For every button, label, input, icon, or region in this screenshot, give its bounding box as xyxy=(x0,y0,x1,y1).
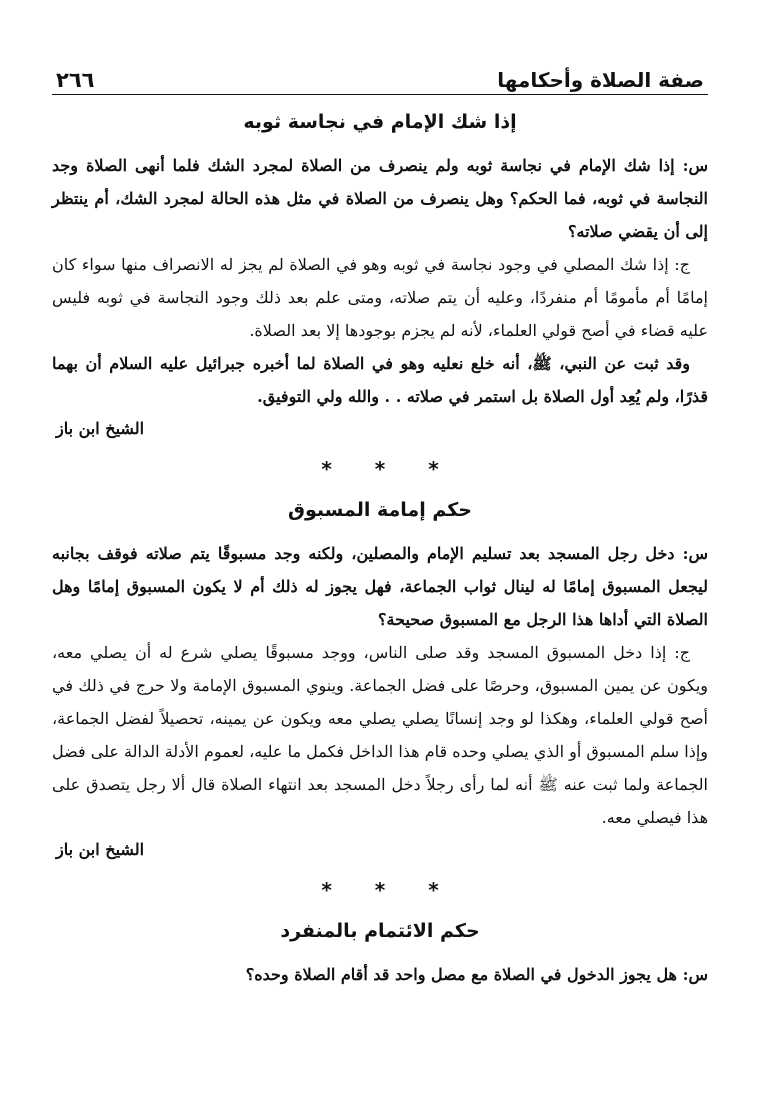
section-masbooq-imamate xyxy=(52,497,708,866)
question-paragraph: س: إذا شك الإمام في نجاسة ثوبه ولم ينصرف من الصلاة لمجرد الشك فلما أنهى الصلاة وجد النجاسة في ثوبه، فما الحكم؟ وهل ينصرف من الصلاة في مثل هذه الحالة لمجرد الشك، أم ينتظر إلى أن يقضي صلاته؟ xyxy=(52,156,708,241)
question-paragraph: س: هل يجوز الدخول في الصلاة مع مصل واحد قد أقام الصلاة وحده؟ xyxy=(245,965,708,984)
page-number: ٢٦٦ xyxy=(56,68,95,92)
running-header xyxy=(52,58,708,95)
answer-paragraph: ج: إذا دخل المسبوق المسجد وقد صلى الناس، ووجد مسبوقًا يصلي شرع له أن يصلي معه، ويكون عن يمين المسبوق، وحرصًا على فضل الجماعة. وينوي المسبوق الإمامة ولا حرج في ذلك في أصح قولي العلماء، وهكذا لو وجد إنسانًا يصلي يصلي معه ويكون عن يمينه، تحصيلاً لفضل الجماعة، وإذا سلم المسبوق أو الذي يصلي وحده قام هذا الداخل فكمل ما عليه، لعموم الأدلة الدالة على فضل الجماعة ولما ثبت عنه ﷺ أنه لما رأى رجلاً دخل المسجد بعد انتهاء الصلاة قال ألا رجل يتصدق على هذا فيصلي معه. xyxy=(52,643,708,827)
signature: الشيخ ابن باز xyxy=(56,840,145,859)
book-page xyxy=(52,58,708,991)
answer-paragraph: ج: إذا شك المصلي في وجود نجاسة في ثوبه وهو في الصلاة لم يجز له الانصراف منها سواء كان إمامًا أم مأمومًا أم منفردًا، وعليه أن يتم صلاته، ومتى علم بعد ذلك وجود النجاسة في ثوبه فليس عليه قضاء في أصح قولي العلماء، لأنه لم يجزم بوجودها إلا بعد الصلاة. xyxy=(52,255,708,340)
question-paragraph: س: دخل رجل المسجد بعد تسليم الإمام والمصلين، ولكنه وجد مسبوقًا يتم صلاته فوقف بجانبه ليجعل المسبوق إمامًا له لينال ثواب الجماعة، فهل يجوز له ذلك أم لا يكون المسبوق إمامًا وهل الصلاة التي أداها هذا الرجل مع المسبوق صحيحة؟ xyxy=(52,544,708,629)
evidence-paragraph: وقد ثبت عن النبي، ﷺ، أنه خلع نعليه وهو في الصلاة لما أخبره جبرائيل عليه السلام أن بهما قذرًا، ولم يُعِد أول الصلاة بل استمر في صلاته . . والله ولي التوفيق. xyxy=(52,354,708,406)
running-title: صفة الصلاة وأحكامها xyxy=(497,68,704,92)
section-separator: * * * xyxy=(321,878,457,902)
signature: الشيخ ابن باز xyxy=(56,419,145,438)
section-title: حكم إمامة المسبوق xyxy=(288,499,472,521)
section-following-individual xyxy=(52,918,708,991)
section-separator: * * * xyxy=(321,457,457,481)
section-imam-doubt xyxy=(52,109,708,445)
section-title: حكم الائتمام بالمنفرد xyxy=(280,920,480,942)
section-title: إذا شك الإمام في نجاسة ثوبه xyxy=(243,111,517,133)
